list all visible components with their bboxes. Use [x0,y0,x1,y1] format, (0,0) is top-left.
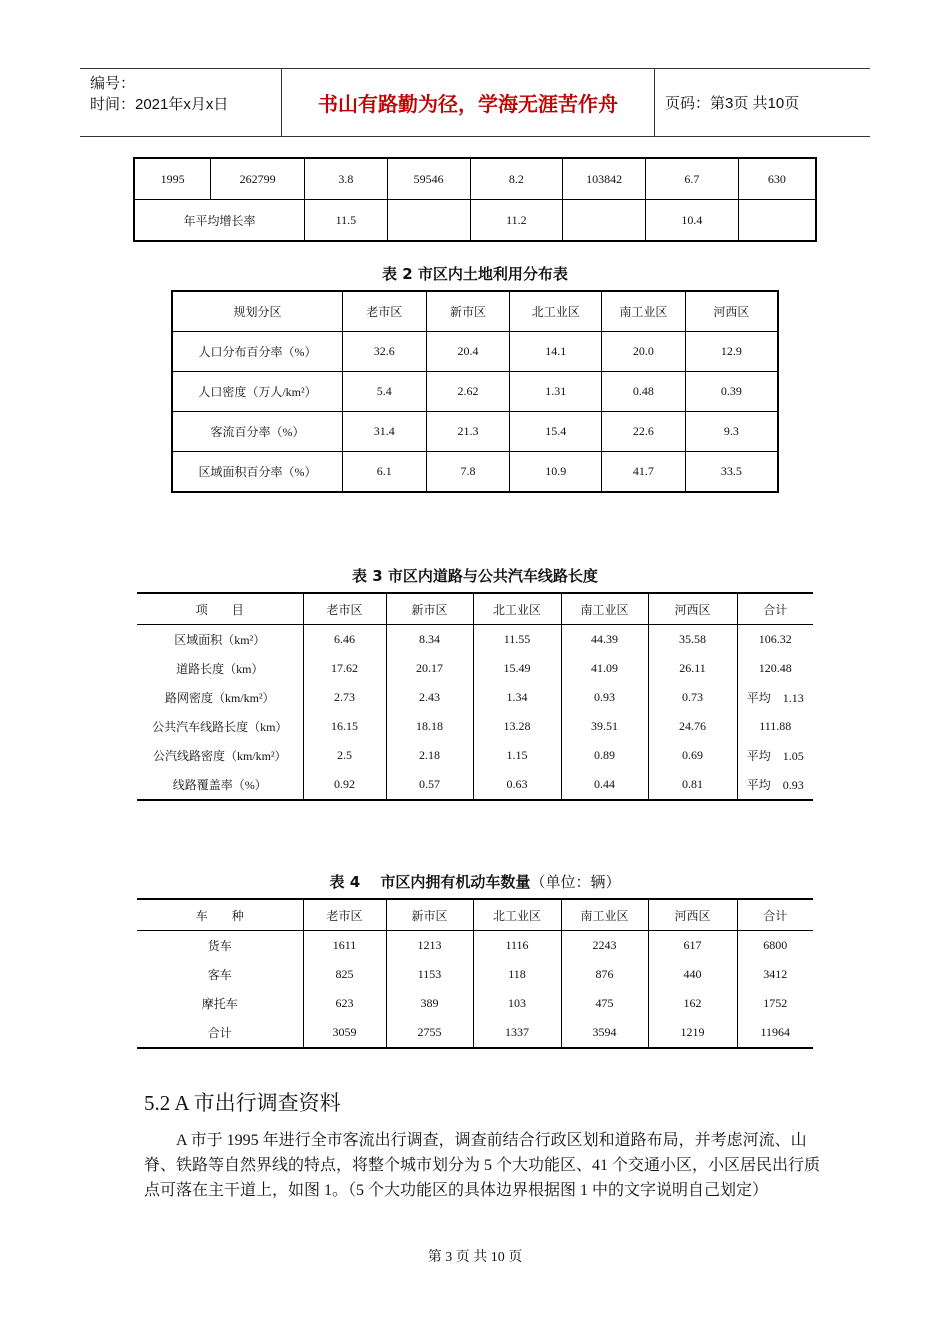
table-cell: 平均 1.13 [737,683,813,712]
table-cell: 20.0 [602,332,686,372]
table-3-caption: 表 3 市区内道路与公共汽车线路长度 [352,567,598,585]
header-number: 编号： [90,75,136,92]
table-cell: 162 [648,989,737,1018]
table-row [134,158,816,200]
table-1-continuation [133,157,817,242]
table-header-row [172,291,778,332]
table-row [137,770,813,800]
table-cell: 区域面积（km²） [174,633,266,647]
table-cell: 3059 [303,1018,386,1048]
table-cell: 39.51 [561,712,648,741]
table-cell: 262799 [211,158,305,200]
table-cell: 人口密度（万人/km²） [172,372,342,412]
table-cell: 41.7 [602,452,686,493]
table-cell: 年平均增长率 [134,200,305,242]
table-header-cell: 项 目 [137,593,303,625]
table-4 [137,898,813,1049]
table-cell: 线路覆盖率（%） [172,778,267,792]
table-cell: 103 [473,989,561,1018]
table-cell: 33.5 [685,452,778,493]
table-header-cell: 老市区 [342,291,426,332]
table-cell: 630 [738,158,816,200]
table-cell: 15.49 [473,654,561,683]
table-row [137,712,813,741]
table-cell: 2.73 [303,683,386,712]
table-cell: 20.17 [386,654,473,683]
table-cell: 11.5 [305,200,388,242]
table-cell: 8.2 [470,158,563,200]
table-row [137,741,813,770]
table-cell: 1995 [134,158,211,200]
table-cell: 6800 [737,931,813,961]
table-cell: 1752 [737,989,813,1018]
table-cell: 14.1 [510,332,602,372]
table-cell: 623 [303,989,386,1018]
table-cell: 路网密度（km/km²） [164,691,275,705]
table-cell: 120.48 [737,654,813,683]
table-cell: 16.15 [303,712,386,741]
table-cell: 11.55 [473,625,561,655]
table-row [137,683,813,712]
table-cell: 2.5 [303,741,386,770]
table-header-cell: 车 种 [137,899,303,931]
table-cell: 1219 [648,1018,737,1048]
table-cell: 0.48 [602,372,686,412]
table-cell: 合计 [207,1026,232,1040]
table-cell: 35.58 [648,625,737,655]
table-row [134,200,816,242]
header-page-info: 页码：第3页 共10页 [665,95,800,112]
table-cell: 客流百分率（%） [172,412,342,452]
table-cell: 12.9 [685,332,778,372]
table-cell: 2243 [561,931,648,961]
table-cell: 24.76 [648,712,737,741]
header-time: 时间：2021年x月x日 [90,96,229,113]
table-header-cell: 合计 [737,593,813,625]
table-cell: 摩托车 [201,997,238,1011]
table-cell: 21.3 [426,412,510,452]
table-cell: 3594 [561,1018,648,1048]
table-cell: 1.31 [510,372,602,412]
table-cell: 1.15 [473,741,561,770]
table-row [137,1018,813,1048]
table-cell: 2755 [386,1018,473,1048]
table-header-cell: 河西区 [648,899,737,931]
table-cell: 15.4 [510,412,602,452]
table-row [137,931,813,961]
table-header-cell: 新市区 [426,291,510,332]
table-cell: 617 [648,931,737,961]
table-row [172,332,778,372]
table-cell: 人口分布百分率（%） [172,332,342,372]
table-header-cell: 新市区 [386,593,473,625]
table-cell: 0.93 [561,683,648,712]
table-cell: 区域面积百分率（%） [172,452,342,493]
table-4-caption-title: 表 4 市区内拥有机动车数量 [329,873,531,891]
table-cell: 8.34 [386,625,473,655]
table-row [172,372,778,412]
table-cell: 0.81 [648,770,737,800]
table-row [137,654,813,683]
table-cell [387,200,470,242]
table-cell: 1611 [303,931,386,961]
page-header [80,68,870,137]
table-header-cell: 南工业区 [561,593,648,625]
table-cell: 106.32 [737,625,813,655]
table-cell: 6.46 [303,625,386,655]
table-cell: 10.9 [510,452,602,493]
table-cell: 0.92 [303,770,386,800]
table-cell: 公汽线路密度（km/km²） [152,749,287,763]
table-cell: 11964 [737,1018,813,1048]
table-cell: 9.3 [685,412,778,452]
table-cell: 1.34 [473,683,561,712]
table-header-row [137,899,813,931]
table-cell [563,200,646,242]
table-cell: 0.39 [685,372,778,412]
section-paragraph: A 市于 1995 年进行全市客流出行调查，调查前结合行政区划和道路布局，并考虑河流、山脊、铁路等自然界线的特点，将整个城市划分为 5 个大功能区、41 个交通小区，小区居民出行质点可落在主干道上，如图 1。（5 个大功能区的具体边界根据图 1 中的文字说明自己划定） [144,1132,821,1199]
table-cell: 111.88 [737,712,813,741]
table-cell: 389 [386,989,473,1018]
table-header-cell: 北工业区 [473,899,561,931]
table-cell: 2.18 [386,741,473,770]
table-3 [137,592,813,801]
table-cell: 0.73 [648,683,737,712]
table-cell: 1116 [473,931,561,961]
table-cell: 0.89 [561,741,648,770]
table-cell: 0.63 [473,770,561,800]
table-cell: 7.8 [426,452,510,493]
table-header-cell: 北工业区 [473,593,561,625]
table-cell: 26.11 [648,654,737,683]
table-cell: 103842 [563,158,646,200]
table-cell: 31.4 [342,412,426,452]
table-header-cell: 规划分区 [172,291,342,332]
table-2 [171,290,779,493]
table-4-caption [0,871,950,892]
table-header-cell: 南工业区 [602,291,686,332]
table-cell: 5.4 [342,372,426,412]
table-header-cell: 河西区 [685,291,778,332]
table-cell: 1213 [386,931,473,961]
table-header-cell: 老市区 [303,899,386,931]
table-header-cell: 合计 [737,899,813,931]
table-cell: 440 [648,960,737,989]
table-cell: 客车 [207,968,232,982]
table-cell: 20.4 [426,332,510,372]
table-cell [738,200,816,242]
table-cell: 18.18 [386,712,473,741]
table-cell: 平均 1.05 [737,741,813,770]
table-cell: 475 [561,989,648,1018]
table-cell: 0.69 [648,741,737,770]
table-cell: 44.39 [561,625,648,655]
table-cell: 1153 [386,960,473,989]
table-2-caption: 表 2 市区内土地利用分布表 [382,265,568,283]
table-cell: 3412 [737,960,813,989]
table-cell: 货车 [207,939,232,953]
table-4-caption-unit: （单位：辆） [530,873,621,891]
table-cell: 10.4 [646,200,739,242]
table-row [137,989,813,1018]
table-row [137,625,813,655]
table-cell: 2.43 [386,683,473,712]
table-cell: 32.6 [342,332,426,372]
table-cell: 11.2 [470,200,563,242]
section-heading: 5.2 A 市出行调查资料 [144,1091,341,1115]
table-row [172,412,778,452]
table-cell: 6.7 [646,158,739,200]
table-cell: 0.57 [386,770,473,800]
table-header-cell: 北工业区 [510,291,602,332]
table-row [137,960,813,989]
table-cell: 825 [303,960,386,989]
table-cell: 平均 0.93 [737,770,813,800]
table-cell: 22.6 [602,412,686,452]
table-cell: 0.44 [561,770,648,800]
table-cell: 6.1 [342,452,426,493]
header-meta [90,73,228,115]
table-cell: 3.8 [305,158,388,200]
table-header-cell: 新市区 [386,899,473,931]
header-motto: 书山有路勤为径，学海无涯苦作舟 [318,92,618,116]
table-cell: 公共汽车线路长度（km） [152,720,288,734]
table-cell: 41.09 [561,654,648,683]
header-divider [654,69,655,136]
table-header-cell: 河西区 [648,593,737,625]
table-cell: 1337 [473,1018,561,1048]
table-header-cell: 南工业区 [561,899,648,931]
table-header-row [137,593,813,625]
table-cell: 17.62 [303,654,386,683]
page-footer: 第 3 页 共 10 页 [427,1250,523,1265]
table-cell: 59546 [387,158,470,200]
table-cell: 876 [561,960,648,989]
table-cell: 13.28 [473,712,561,741]
table-cell: 道路长度（km） [176,662,264,676]
table-cell: 118 [473,960,561,989]
table-row [172,452,778,493]
table-cell: 2.62 [426,372,510,412]
table-header-cell: 老市区 [303,593,386,625]
